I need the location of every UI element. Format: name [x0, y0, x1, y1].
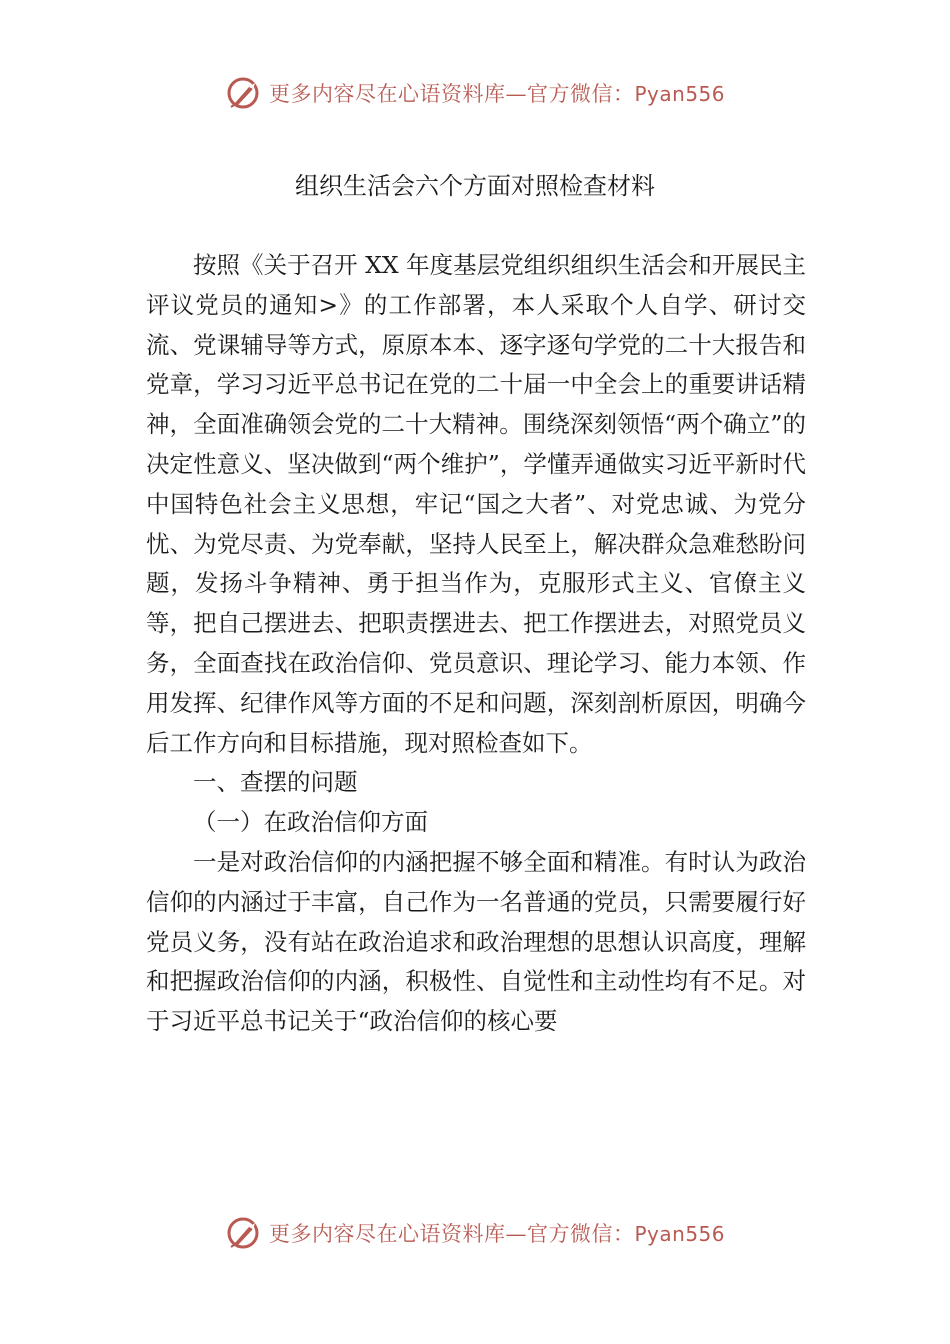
header-account: Pyan556 — [634, 82, 725, 106]
footer-account: Pyan556 — [634, 1222, 725, 1246]
intro-paragraph: 按照《关于召开 XX 年度基层党组织组织生活会和开展民主评议党员的通知>》的工作部署，本人采取个人自学、研讨交流、党课辅导等方式，原原本本、逐字逐句学党的二十大报告和党章，学习习近平总书记在党的二十届一中全会上的重要讲话精神，全面准确领会党的二十大精神。围绕深刻领悟“两个确立”的决定性意义、坚决做到“两个维护”，学懂弄通做实习近平新时代中国特色社会主义思想，牢记“国之大者”、对党忠诚、为党分忧、为党尽责、为党奉献，坚持人民至上，解决群众急难愁盼问题，发扬斗争精神、勇于担当作为，克服形式主义、官僚主义等，把自己摆进去、把职责摆进去、把工作摆进去，对照党员义务，全面查找在政治信仰、党员意识、理论学习、能力本领、作用发挥、纪律作风等方面的不足和问题，深刻剖析原因，明确今后工作方向和目标措施，现对照检查如下。 — [146, 251, 806, 757]
header-banner-text: 更多内容尽在心语资料库—官方微信：Pyan556 — [268, 82, 725, 106]
pen-nib-logo-icon — [225, 1213, 265, 1253]
body-paragraph: 一是对政治信仰的内涵把握不够全面和精准。有时认为政治信仰的内涵过于丰富，自己作为一名普通的党员，只需要履行好党员义务，没有站在政治追求和政治理想的思想认识高度，理解和把握政治信仰的内涵，积极性、自觉性和主动性均有不足。对于习近平总书记关于“政治信仰的核心要 — [146, 847, 806, 1036]
footer-banner-text: 更多内容尽在心语资料库—官方微信：Pyan556 — [268, 1222, 725, 1246]
document-title: 组织生活会六个方面对照检查材料 — [295, 172, 655, 200]
header-banner — [0, 71, 950, 115]
footer-banner — [0, 1211, 950, 1255]
pen-nib-logo-icon — [225, 73, 265, 113]
document-body — [146, 246, 806, 1042]
subsection-heading: （一）在政治信仰方面 — [193, 808, 428, 837]
section-heading: 一、查摆的问题 — [193, 768, 358, 797]
